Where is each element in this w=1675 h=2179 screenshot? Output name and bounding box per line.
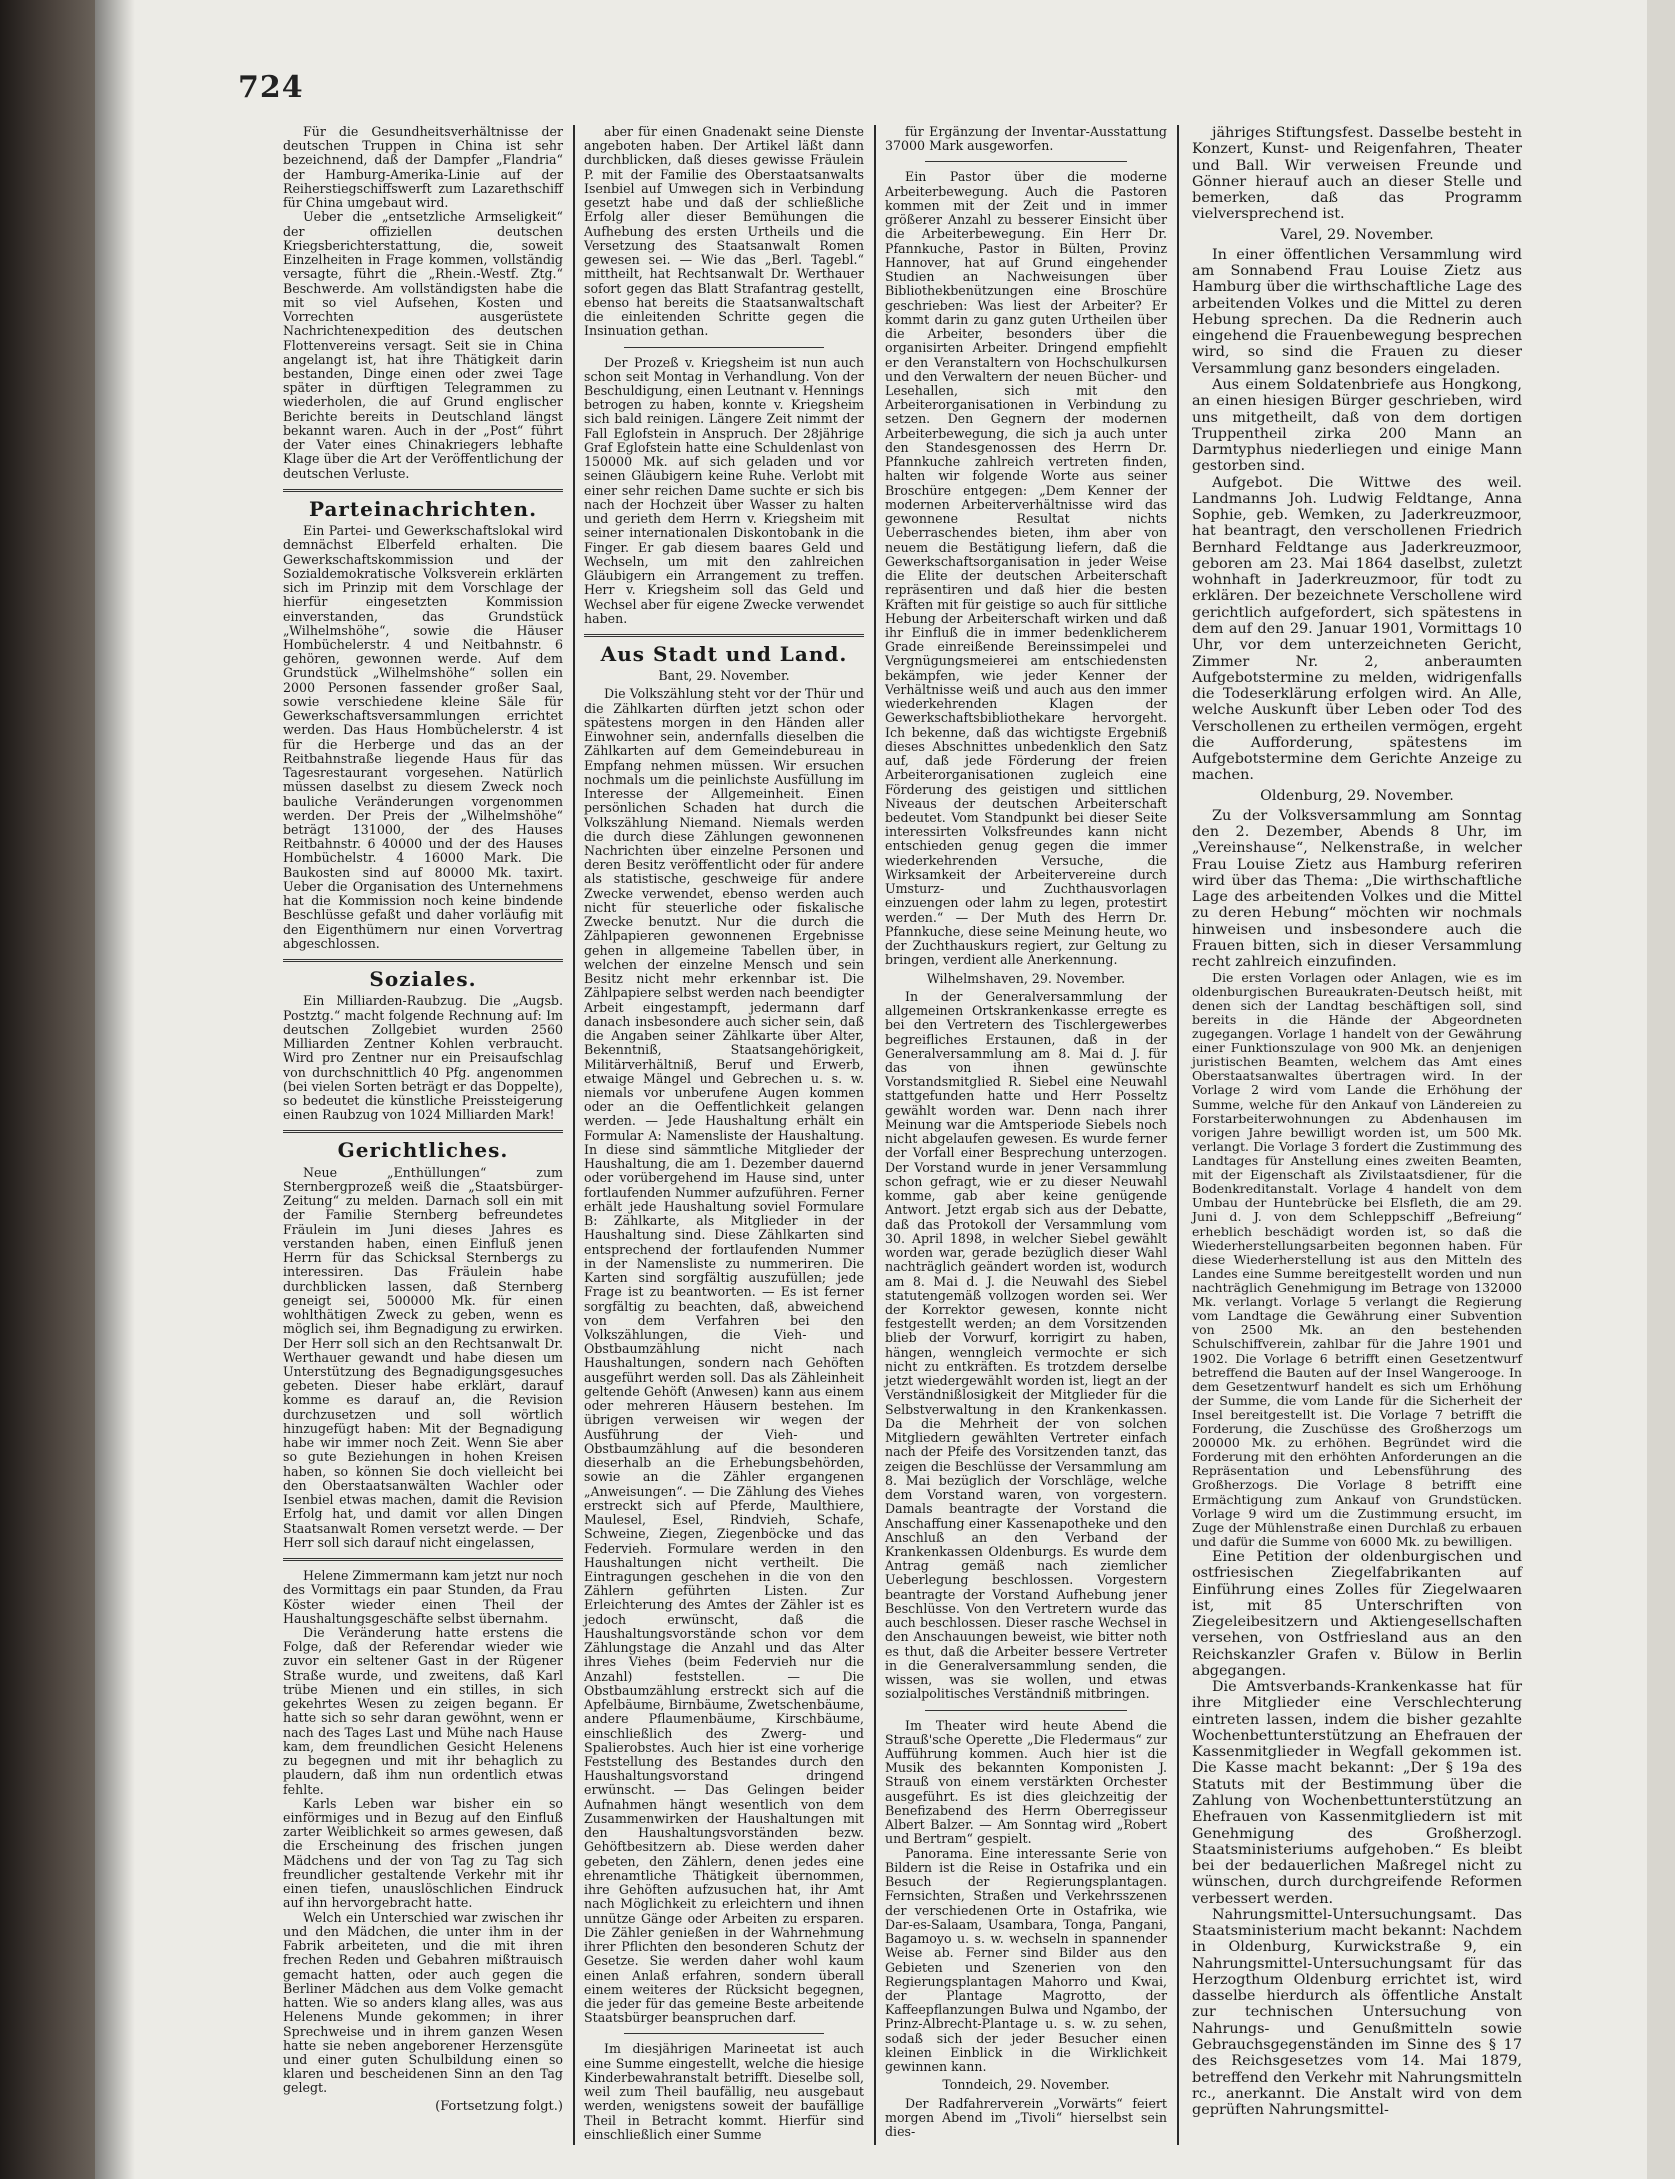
article-paragraph: jähriges Stiftungsfest. Dasselbe besteht in Konzert, Kunst- und Reigenfahren, Theater und Ball. Wir verweisen Freunde und Gönner hierauf auch an dieser Stelle und bemerken, daß das Programm vielversprechend ist. <box>1192 125 1522 223</box>
article-paragraph: Der Prozeß v. Kriegsheim ist nun auch schon seit Montag in Verhandlung. Von der Beschuldigung, einen Leutnant v. Hennings betrogen zu haben, konnte v. Kriegsheim sich bald reinigen. Längere Zeit nimmt der Fall Eglofstein in Anspruch. Der 28jährige Graf Eglofstein hatte eine Schuldenlast von 150000 Mk. auf sich geladen und vor seinen Gläubigern keine Ruhe. Verlobt mit einer sehr reichen Dame suchte er sich bis nach der Hochzeit über Wasser zu halten und gerieth dem Herrn v. Kriegsheim mit seiner internationalen Diskontobank in die Finger. Er gab diesem baares Geld und Wechseln, um mit den zahlreichen Gläubigern ein Arrangement zu treffen. Herr v. Kriegsheim soll das Geld und Wechsel aber für eigene Zwecke verwendet haben. <box>584 354 864 626</box>
feuilleton-divider <box>283 1558 563 1561</box>
article-paragraph: aber für einen Gnadenakt seine Dienste angeboten haben. Der Artikel läßt dann durchblicken, daß dieses gewisse Fräulein P. mit der Familie des Oberstaatsanwalts Isenbiel auf Umwegen sich in Verbindung gesetzt habe und daß der schließliche Erfolg aller dieser Bemühungen die Aufhebung des ersten Urtheils und die Versetzung des Staatsanwalt Romen gewesen sei. — Wie das „Berl. Tagebl.“ mittheilt, hat Rechtsanwalt Dr. Werthauer sofort gegen das Blatt Strafantrag gestellt, ebenso hat bereits die Staatsanwaltschaft die einleitenden Schritte gegen die Insinuation gethan. <box>584 124 864 339</box>
column-rule <box>1177 125 1179 2145</box>
page-edge <box>1647 0 1675 2179</box>
article-divider <box>624 2033 824 2034</box>
feuilleton-paragraph: Die Veränderung hatte erstens die Folge, daß der Referendar wieder wie zuvor ein seltener Gast in der Rügener Straße wurde, und zweitens, daß Karl trübe Mienen und ein stilles, in sich gekehrtes Wesen zu zeigen begann. Er hatte sich so sehr daran gewöhnt, wenn er nach des Tages Last und Mühe nach Hause kam, dem freundlichen Gesicht Helenens zu begegnen und mit ihr behaglich zu plaudern, daß ihm nun ordentlich etwas fehlte. <box>283 1624 563 1797</box>
feuilleton-paragraph: Helene Zimmermann kam jetzt nur noch des Vormittags ein paar Stunden, da Frau Köster wieder einen Theil der Haushaltungsgeschäfte selbst übernahm. <box>283 1568 563 1626</box>
column-4 <box>1192 125 1522 2118</box>
section-heading: Aus Stadt und Land. <box>600 641 848 666</box>
article-paragraph: Der Radfahrerverein „Vorwärts“ feiert morgen Abend im „Tivoli“ hierselbst sein dies- <box>885 2095 1167 2140</box>
section-divider <box>283 489 563 492</box>
article-divider <box>925 161 1127 162</box>
article-paragraph: für Ergänzung der Inventar-Ausstattung 37000 Mark ausgeworfen. <box>885 124 1167 154</box>
column-3 <box>885 125 1167 2139</box>
article-paragraph: Die Volkszählung steht vor der Thür und die Zählkarten dürften jetzt schon oder spätestens morgen in den Händen aller Einwohner sein, andernfalls dieselben die Zählkarten auf dem Gemeindebureau in Empfang nehmen müssen. Wir ersuchen nochmals um die peinlichste Ausfüllung im Interesse der Allgemeinheit. Einen persönlichen Schaden hat durch die Volkszählung Niemand. Niemals werden die durch diese Zählungen gewonnenen Nachrichten über einzelne Personen und deren Besitz veröffentlicht oder für andere als statistische, geschweige für andere Zwecke verwendet, ebenso werden auch nicht für steuerliche oder fiskalische Zwecke benutzt. Nur die durch die Zählpapieren gewonnenen Ergebnisse gehen in allgemeine Tabellen über, in welchen der einzelne Mensch und sein Besitz nicht mehr erkennbar ist. Die Zählpapiere selbst werden nach beendigter Arbeit eingestampft, jedermann darf danach insbesondere auch sicher sein, daß die Angaben seiner Zählkarte über Alter, Bekenntniß, Staatsangehörigkeit, Militärverhältniß, Beruf und Erwerb, etwaige Mängel und Gebrechen u. s. w. niemals vor unberufene Augen kommen oder an die Oeffentlichkeit gelangen werden. — Jede Haushaltung erhält ein Formular A: Namensliste der Haushaltung. In diese sind sämmtliche Mitglieder der Haushaltung, die am 1. Dezember dauernd oder vorübergehend im Hause sind, unter fortlaufenden Nummer aufzuführen. Ferner erhält jede Haushaltung soviel Formulare B: Zählkarte, als Mitglieder in der Haushaltung sind. Diese Zählkarten sind entsprechend der fortlaufenden Nummer in der Namensliste zu nummeriren. Die Karten sind sorgfältig auszufüllen; jede Frage ist zu beantworten. — Es ist ferner sorgfältig zu beachten, daß, abweichend von dem Verfahren bei den Volkszählungen, die Vieh- und Obstbaumzählung nicht nach Haushaltungen, sondern nach Gehöften ausgeführt werden soll. Das als Zähleinheit geltende Gehöft (Anwesen) kann aus einem oder mehreren Häusern bestehen. Im übrigen verweisen wir wegen der Ausführung der Vieh- und Obstbaumzählung auf die besonderen dieserhalb an die Erhebungsbehörden, sowie an die Zähler ergangenen „Anweisungen“. — Die Zählung des Viehes erstreckt sich auf Pferde, Maulthiere, Maulesel, Esel, Rindvieh, Schafe, Schweine, Ziegen, Ziegenböcke und das Federvieh. Formulare werden in den Haushaltungen nicht vertheilt. Die Eintragungen geschehen in die von den Zählern geführten Listen. Zur Erleichterung des Amtes der Zähler ist es jedoch erwünscht, daß die Haushaltungsvorstände schon vor dem Zählungstage die Anzahl und das Alter ihres Viehes (beim Federvieh nur die Anzahl) feststellen. — Die Obstbaumzählung erstreckt sich auf die Apfelbäume, Birnbäume, Zwetschenbäume, andere Pflaumenbäume, Kirschbäume, einschließlich des Zwerg- und Spalierobstes. Auch hier ist eine vorherige Feststellung des Bestandes durch den Haushaltungsvorstand dringend erwünscht. — Das Gelingen beider Aufnahmen hängt wesentlich von dem Zusammenwirken der Haushaltungen mit den Haushaltungsvorständen bezw. Gehöftbesitzern ab. Diese werden daher gebeten, den Zählern, denen jedes eine ehrenamtliche Thätigkeit übernommen, ihre Gehöften aufzusuchen hat, ihr Amt nach Möglichkeit zu erleichtern und ihnen unnütze Gänge oder Arbeiten zu ersparen. Die Zähler genießen in der Wahrnehmung ihrer Pflichten den besonderen Schutz der Gesetze. Sie werden daher wohl kaum einen Anlaß erfahren, sondern überall einem weiteres der Rücksicht begegnen, die jeder für das gemeine Beste arbeitende Staatsbürger beanspruchen darf. <box>584 686 864 2026</box>
dateline: Oldenburg, 29. November. <box>1260 787 1454 804</box>
article-paragraph: Aufgebot. Die Wittwe des weil. Landmanns Joh. Ludwig Feldtange, Anna Sophie, geb. Wemken, zu Jaderkreuzmoor, hat beantragt, den verschollenen Friedrich Bernhard Feldtange aus Jaderkreuzmoor, geboren am 23. Mai 1864 daselbst, zuletzt wohnhaft in Jaderkreuzmoor, für todt zu erklären. Der bezeichnete Verschollene wird gerichtlich aufgefordert, sich spätestens in dem auf den 29. Januar 1901, Vormittags 10 Uhr, vor dem unterzeichneten Gericht, Zimmer Nr. 2, anberaumten Aufgebotstermine zu melden, widrigenfalls die Todeserklärung erfolgen wird. An Alle, welche Auskunft über Leben oder Tod des Verschollenen zu ertheilen vermögen, ergeht die Aufforderung, spätestens im Aufgebotstermine dem Gerichte Anzeige zu machen. <box>1192 474 1522 784</box>
article-paragraph: Ueber die „entsetzliche Armseligkeit“ der offiziellen deutschen Kriegsberichterstattung, die, soweit Einzelheiten in Frage kommen, vollständig versagte, führt die „Rhein.-Westf. Ztg.“ Beschwerde. Am vollständigsten habe die mit so viel Aufsehen, Kosten und Vorrechten ausgerüstete Nachrichtenexpedition des deutschen Flottenvereins versagt. Seit sie in China angelangt ist, hat ihre Thätigkeit darin bestanden, Dinge einen oder zwei Tage später in dürftigen Telegrammen zu wiederholen, die auf Grund englischer Berichte bereits in Deutschland längst bekannt waren. Auch in der „Post“ führt der Vater eines Chinakriegers lebhafte Klage über die Art der Veröffentlichung der deutschen Verluste. <box>283 209 563 481</box>
article-paragraph: Neue „Enthüllungen“ zum Sternbergprozeß weiß die „Staatsbürger-Zeitung“ zu melden. Darnach soll ein mit der Familie Sternberg befreundetes Fräulein im Juni dieses Jahres es verstanden haben, einen Einfluß jenen Herrn für das Schicksal Sternbergs zu interessiren. Das Fräulein habe durchblicken lassen, daß Sternberg geneigt sei, 500000 Mk. für einen wohlthätigen Zweck zu geben, wenn es möglich sei, ihm Begnadigung zu erwirken. Der Herr soll sich an den Rechtsanwalt Dr. Werthauer gewandt und habe diesen um Unterstützung des Begnadigungsgesuches gebeten. Dieser habe erklärt, darauf komme es darauf an, die Revision durchzusetzen und soll wörtlich hinzugefügt haben: Mit der Begnadigung habe wir immer noch Zeit. Wenn Sie aber so gute Beziehungen in hohen Kreisen haben, so können Sie doch vielleicht bei den Oberstaatsanwälten Wachler oder Isenbiel etwas machen, damit die Revision Erfolg hat, und damit vor allen Dingen Staatsanwalt Romen versetzt werde. — Der Herr soll sich darauf nicht eingelassen, <box>283 1164 563 1550</box>
continuation-note: (Fortsetzung folgt.) <box>435 2098 563 2114</box>
dateline: Wilhelmshaven, 29. November. <box>926 970 1126 986</box>
article-paragraph: Nahrungsmittel-Untersuchungsamt. Das Staatsministerium macht bekannt: Nachdem in Oldenburg, Kurwickstraße 9, ein Nahrungsmittel-Untersuchungsamt für das Herzogthum Oldenburg errichtet ist, wird dasselbe hierdurch als öffentliche Anstalt zur technischen Untersuchung von Nahrungs- und Genußmitteln sowie Gebrauchsgegenständen im Sinne des § 17 des Reichsgesetzes vom 14. Mai 1879, betreffend den Verkehr mit Nahrungsmitteln rc., anerkannt. Die Anstalt wird von dem geprüften Nahrungsmittel- <box>1192 1906 1522 2119</box>
article-paragraph: Im diesjährigen Marineetat ist auch eine Summe eingestellt, welche die hiesige Kinderbewahranstalt betrifft. Dieselbe soll, weil zum Theil baufällig, neu ausgebaut werden, wenigstens soweit der baufällige Theil in Betracht kommt. Hierfür sind einschließlich einer Summe <box>584 2041 864 2142</box>
article-paragraph: Zu der Volksversammlung am Sonntag den 2. Dezember, Abends 8 Uhr, im „Vereinshause“, Nelkenstraße, in welcher Frau Louise Zietz aus Hamburg referiren wird über das Thema: „Die wirthschaftliche Lage des arbeitenden Volkes und die Mittel zu deren Hebung“ möchten wir nochmals hinweisen und insbesondere auch die Frauen bitten, sich in dieser Versammlung recht zahlreich einzufinden. <box>1192 807 1522 971</box>
page-number: 724 <box>238 70 304 105</box>
article-divider <box>624 347 824 348</box>
column-1 <box>283 125 563 2114</box>
column-2 <box>584 125 864 2142</box>
article-paragraph: Aus einem Soldatenbriefe aus Hongkong, an einen hiesigen Bürger geschrieben, wird uns mitgetheilt, daß von dem dortigen Truppentheil zirka 200 Mann an Darmtyphus niederliegen und einige Mann gestorben sind. <box>1192 376 1522 475</box>
section-divider <box>283 1130 563 1133</box>
section-heading: Soziales. <box>369 967 477 992</box>
article-paragraph: In der Generalversammlung der allgemeinen Ortskrankenkasse erregte es bei den Vertretern des Tischlergewerbes begreifliches Erstaunen, daß in der Generalversammlung am 8. Mai d. J. für das von ihnen gewünschte Vorstandsmitglied R. Siebel eine Neuwahl stattgefunden hatte und Herr Posseltz gewählt worden war. Denn nach ihrer Meinung war die Amtsperiode Siebels noch nicht abgelaufen gewesen. Es wurde ferner der Vorfall einer Besprechung unterzogen. Der Vorstand wurde in jener Versammlung schon gefragt, wie er zu dieser Neuwahl komme, gab aber keine genügende Antwort. Jetzt ergab sich aus der Debatte, daß das Protokoll der Versammlung vom 30. April 1898, in welcher Siebel gewählt worden war, gerade bezüglich dieser Wahl nachträglich geändert worden ist, wodurch am 8. Mai d. J. die Neuwahl des Siebel statutengemäß vollzogen worden sei. Wer der Korrektor gewesen, konnte nicht festgestellt werden; an dem Vorsitzenden blieb der Vorwurf, korrigirt zu haben, hängen, wenngleich vermochte er sich nicht zu entkräften. Es trotzdem derselbe jetzt wiedergewählt worden ist, liegt an der Verständnißlosigkeit der Mitglieder für die Selbstverwaltung in den Krankenkassen. Da die Mehrheit der von solchen Mitgliedern gewählten Vertreter einfach nach der Pfeife des Vorsitzenden tanzt, das zeigen die Beschlüsse der Versammlung am 8. Mai bezüglich der Vorschläge, welche dem Vorstand waren, von vorgestern. Damals beantragte der Vorstand die Anschaffung einer Kassenapotheke und den Anschluß an den Verband der Krankenkassen Oldenburgs. Es wurde dem Antrag gemäß nach ziemlicher Ueberlegung beschlossen. Vorgestern beantragte der Vorstand Aufhebung jener Beschlüsse. Von den Vertretern wurde das auch beschlossen. Dieser rasche Wechsel in den Anschauungen beweist, wie bitter noth es thut, daß die Arbeiter bessere Vertreter in die Generalversammlung senden, die wissen, was sie wollen, und etwas sozialpolitisches Verständniß mitbringen. <box>885 988 1167 1702</box>
book-binding <box>0 0 95 2179</box>
article-paragraph: Eine Petition der oldenburgischen und ostfriesischen Ziegelfabrikanten auf Einführung eines Zolles für Ziegelwaaren ist, mit 85 Unterschriften von Ziegeleibesitzern und Aktiengesellschaften versehen, von Ostfriesland aus an den Reichskanzler Grafen v. Bülow in Berlin abgegangen. <box>1192 1549 1522 1679</box>
column-rule <box>573 125 575 2145</box>
section-heading: Parteinachrichten. <box>308 496 538 521</box>
article-paragraph: Ein Pastor über die moderne Arbeiterbewegung. Auch die Pastoren kommen mit der Zeit und in immer größerer Anzahl zu besserer Einsicht über die Arbeiterbewegung. Ein Herr Dr. Pfannkuche, Pastor in Bülten, Provinz Hannover, hat auf Grund eingehender Studien an Nachweisungen über Bibliothekbenützungen eine Broschüre geschrieben: Was liest der Arbeiter? Er kommt darin zu ganz guten Urtheilen über die Arbeiter, besonders über die organisirten Arbeiter. Dringend empfiehlt er den Veranstaltern von Hochschulkursen und den Verwaltern der neuen Bücher- und Lesehallen, sich mit den Arbeiterorganisationen in Verbindung zu setzen. Den Gegnern der modernen Arbeiterbewegung, die sich ja auch unter den Standesgenossen des Herrn Dr. Pfannkuche zahlreich vertreten finden, halten wir folgende Worte aus seiner Broschüre entgegen: „Dem Kenner der modernen Arbeiterverhältnisse wird das gewonnene Resultat nichts Ueberraschendes bieten, ihm aber von neuem die Bestätigung liefern, daß die Gewerkschaftsorganisation in jeder Weise die Elite der deutschen Arbeiterschaft repräsentiren und daß hier die besten Kräften mit für geistige so auch für sittliche Hebung der Arbeiterschaft wirken und daß ihr Einfluß die in immer bedenklicherem Grade einreißende Bereinssimpelei und Vergnügungsmeierei am entschiedensten bekämpfen, wie jeder Kenner der Verhältnisse weiß und auch aus den immer wiederkehrenden Klagen der Gewerkschaftsbibliothekare hervorgeht. Ich bekenne, daß das wichtigste Ergebniß dieses Abschnittes unbedenklich den Satz auf, daß jede Förderung der freien Arbeiterorganisationen zugleich eine Förderung des geistigen und sittlichen Niveaus der deutschen Arbeiterschaft bedeutet. Vom Standpunkt bei dieser Seite interessirten Volksfreundes kann nicht entschieden genug gegen die immer wiederkehrenden Versuche, die Wirksamkeit der Arbeitervereine durch Umsturz- und Zuchthausvorlagen einzuengen oder lahm zu legen, protestirt werden.“ — Der Muth des Herrn Dr. Pfannkuche, diese seine Meinung heute, wo der Zuchthauskurs regiert, zur Geltung zu bringen, verdient alle Anerkennung. <box>885 169 1167 968</box>
article-paragraph: Für die Gesundheitsverhältnisse der deutschen Truppen in China ist sehr bezeichnend, daß der Dampfer „Flandria“ der Hamburg-Amerika-Linie auf der Reiherstiegschiffswerft zum Lazarethschiff für China umgebaut wird. <box>283 124 563 211</box>
article-paragraph: Die Amtsverbands-Krankenkasse hat für ihre Mitglieder eine Verschlechterung eintreten lassen, indem die bisher gezahlte Wochenbettunterstützung an Ehefrauen der Kassenmitglieder in Wegfall gekommen ist. Die Kasse macht bekannt: „Der § 19a des Statuts mit der Bestimmung über die Zahlung von Wochenbettunterstützung an Ehefrauen von Kassenmitgliedern ist mit Genehmigung des Großherzogl. Staatsministeriums aufgehoben.“ Es bleibt bei der bedauerlichen Maßregel nicht zu wünschen, durch durchgreifende Reformen verbessert werden. <box>1192 1679 1522 1907</box>
feuilleton-paragraph: Karls Leben war bisher ein so einförmiges und in Bezug auf den Einfluß zarter Weiblichkeit so armes gewesen, daß die Erscheinung des frischen jungen Mädchens und der von Tag zu Tag sich freundlicher gestaltende Verkehr mit ihr einen tiefen, unauslöschlichen Eindruck auf ihn hervorgebracht hatte. <box>283 1795 563 1911</box>
dateline: Varel, 29. November. <box>1280 226 1434 243</box>
section-heading: Gerichtliches. <box>337 1138 509 1163</box>
dateline: Bant, 29. November. <box>658 668 790 684</box>
section-divider <box>584 634 864 637</box>
dateline: Tonndeich, 29. November. <box>942 2077 1110 2093</box>
article-paragraph: Ein Milliarden-Raubzug. Die „Augsb. Postztg.“ macht folgende Rechnung auf: Im deutschen Zollgebiet wurden 2560 Milliarden Zentner Kohlen verbraucht. Wird pro Zentner nur ein Preisaufschlag von durchschnittlich 40 Pfg. angenommen (bei vielen Sorten beträgt er das Doppelte), so bedeutet die künstliche Preissteigerung einen Raubzug von 1024 Milliarden Mark! <box>283 993 563 1123</box>
article-paragraph: Ein Partei- und Gewerkschaftslokal wird demnächst Elberfeld erhalten. Die Gewerkschaftskommission und der Sozialdemokratische Volksverein erklärten sich im Prinzip mit dem Vorschlage der hierfür eingesetzten Kommission einverstanden, das Grundstück „Wilhelmshöhe“, sowie die Häuser Hombüchelerstr. 4 und Neitbahnstr. 6 gehören, gewonnen werde. Auf dem Grundstück „Wilhelmshöhe“ sollen ein 2000 Personen fassender großer Saal, sowie verschiedene kleine Säle für Gewerkschaftsversammlungen errichtet werden. Das Haus Hombüchelerstr. 4 ist für die Herberge und das an der Reitbahnstraße liegende Haus für das Tagesrestaurant vorgesehen. Natürlich müssen daselbst zu diesem Zweck noch bauliche Veränderungen vorgenommen werden. Der Preis der „Wilhelmshöhe“ beträgt 131000, der des Hauses Reitbahnstr. 6 40000 und der des Hauses Hombüchelstr. 4 16000 Mark. Die Baukosten sind auf 80000 Mk. taxirt. Ueber die Organisation des Unternehmens hat die Kommission noch keine bindende Beschlüsse gefaßt und daher vorläufig mit den Eigenthümern nur einen Vorvertrag abgeschlossen. <box>283 523 563 951</box>
article-divider <box>925 1710 1127 1711</box>
article-paragraph: Panorama. Eine interessante Serie von Bildern ist die Reise in Ostafrika und ein Besuch der Regierungsplantagen. Fernsichten, Straßen und Verkehrsszenen der verschiedenen Orte in Ostafrika, wie Dar-es-Salaam, Usambara, Tonga, Pangani, Bagamoyo u. s. w. wechseln in spannender Weise ab. Ferner sind Bilder aus den Gebieten und Szenerien von den Regierungsplantagen Mahorro und Kwai, der Plantage Magrotto, der Kaffeepflanzungen Bulwa und Ngambo, der Prinz-Albrecht-Plantage u. s. w. zu sehen, sodaß sich der jeder Besucher einen kleinen Einblick in die Wirklichkeit gewinnen kann. <box>885 1845 1167 2075</box>
section-divider <box>283 959 563 962</box>
article-paragraph: In einer öffentlichen Versammlung wird am Sonnabend Frau Louise Zietz aus Hamburg über die wirthschaftliche Lage des arbeitenden Volkes und die Mittel zu deren Hebung sprechen. Da die Rednerin auch eingehend die Frauenbewegung besprechen wird, so sind die Frauen zu dieser Versammlung ganz besonders eingeladen. <box>1192 246 1522 377</box>
column-rule <box>874 125 876 2145</box>
article-paragraph-small: Die ersten Vorlagen oder Anlagen, wie es im oldenburgischen Bureaukraten-Deutsch heißt, mit denen sich der Landtag beschäftigen soll, sind bereits in die Hände der Abgeordneten zugegangen. Vorlage 1 handelt von der Gewährung einer Funktionszulage von 900 Mk. an denjenigen juristischen Beamten, welchem das Amt eines Oberstaatsanwaltes übertragen wird. In der Vorlage 2 wird vom Lande die Erhöhung der Summe, welche für den Ankauf von Ländereien zu Forstarbeiterwohnungen zu Abdenhausen im vorigen Jahre bewilligt worden ist, um 500 Mk. verlangt. Die Vorlage 3 fordert die Zustimmung des Landtages für Anstellung eines zweiten Beamten, mit der Eigenschaft als Zivilstaatsdiener, für die Bodenkreditanstalt. Vorlage 4 handelt von dem Umbau der Huntebrücke bei Elsfleth, die am 29. Juni d. J. von dem Schleppschiff „Befreiung“ erheblich beschädigt worden ist, so daß die Wiederherstellungsarbeiten begonnen haben. Für diese Wiederherstellung ist aus den Mitteln des Landes eine Summe bereitgestellt worden und nun nachträglich Genehmigung im Betrage von 132000 Mk. verlangt. Vorlage 5 verlangt die Regierung vom Landtage die Gewährung einer Subvention von 2500 Mk. an den bestehenden Schulschiffverein, zahlbar für die Jahre 1901 und 1902. Die Vorlage 6 betrifft einen Gesetzentwurf betreffend die Bauten auf der Insel Wangerooge. In dem Gesetzentwurf handelt es sich um Erhöhung der Summe, die vom Lande für die Sicherheit der Insel bereitgestellt ist. Die Vorlage 7 betrifft die Forderung, die Zuschüsse des Großherzogs um 200000 Mk. zu erhöhen. Begründet wird die Forderung mit den erhöhten Anforderungen an die Repräsentation und Lebensführung des Großherzogs. Die Vorlage 8 betrifft eine Ermächtigung zum Ankauf von Grundstücken. Vorlage 9 wird um die Zustimmung ersucht, im Zuge der Mühlenstraße einen Durchlaß zu erbauen und dafür die Summe von 6000 Mk. zu bewilligen. <box>1192 969 1522 1549</box>
feuilleton-paragraph: Welch ein Unterschied war zwischen ihr und den Mädchen, die unter ihm in der Fabrik arbeiteten, und die mit ihren frechen Reden und Gebahren mißtrauisch gemacht hatten, oder auch gegen die Berliner Mädchen aus dem Volke gemacht hatten. Wie so anders klang alles, was aus Helenens Munde gekommen; in ihrer Sprechweise und in ihrem ganzen Wesen hatte sie neben angeborener Herzensgüte und einer guten Schulbildung einen so klaren und bescheidenen Sinn an den Tag gelegt. <box>283 1909 563 2096</box>
article-paragraph: Im Theater wird heute Abend die Strauß'sche Operette „Die Fledermaus“ zur Aufführung kommen. Auch hier ist die Musik des bekannten Komponisten J. Strauß von einem verstärkten Orchester ausgeführt. Es ist dies gleichzeitig der Benefizabend des Herrn Oberregisseur Albert Balzer. — Am Sonntag wird „Robert und Bertram“ gespielt. <box>885 1717 1167 1847</box>
